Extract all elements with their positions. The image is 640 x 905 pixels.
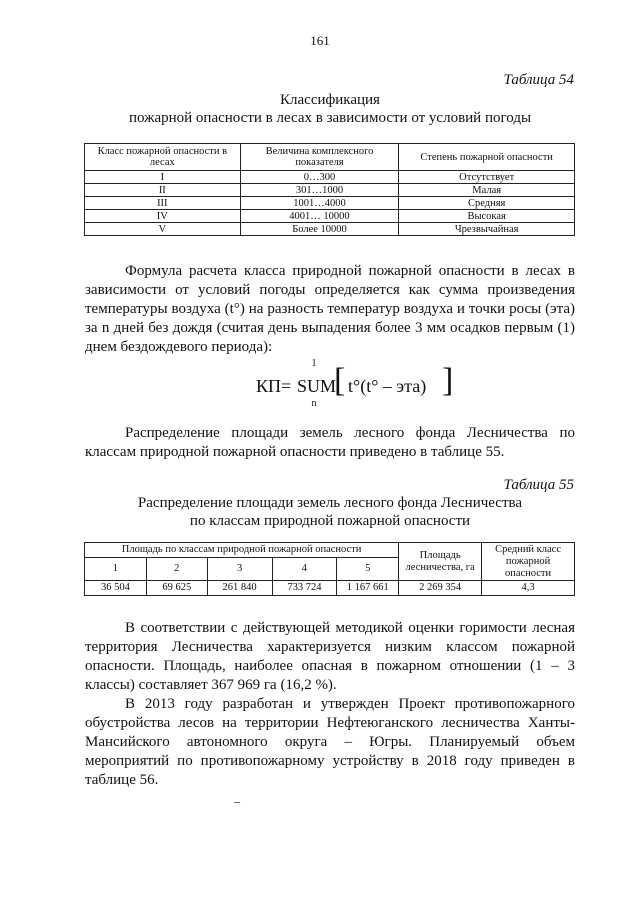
table-cell: 4001… 10000 <box>240 210 399 223</box>
paragraph-project <box>85 695 575 790</box>
paragraph-distribution-ref <box>85 424 575 462</box>
table-55-label: Таблица 55 <box>503 477 574 493</box>
formula-body: t°(t° – эта) <box>348 376 427 396</box>
table-55-class-number: 2 <box>146 558 207 581</box>
table-54-title-line2: пожарной опасности в лесах в зависимости от условий погоды <box>128 110 532 126</box>
table-cell: Чрезвычайная <box>399 223 575 236</box>
table-cell: V <box>85 223 241 236</box>
formula-upper-limit: 1 <box>311 358 317 369</box>
table-54-header-class: Класс пожарной опасности в лесах <box>85 144 241 171</box>
table-55-area-header: Площадь лесничества, га <box>399 543 482 581</box>
paragraph-text: Формула расчета класса природной пожарной опасности в лесах в зависимости от условий погоды определяется как сумма произведения температуры воздуха (t°) на разность температур воздуха и точки росы (эта) за n дней без дождя (считая день выпадения более 3 мм осадков первым (1) днем бездождевого периода): <box>85 263 575 355</box>
formula-sum: SUM <box>297 376 337 396</box>
footer-mark: – <box>234 794 240 808</box>
table-row <box>85 581 575 596</box>
table-cell: I <box>85 171 241 184</box>
table-55-avg-header: Средний класс пожарной опасности <box>482 543 575 581</box>
table-cell: Высокая <box>399 210 575 223</box>
paragraph-assessment <box>85 619 575 695</box>
table-55-title-line2: по классам природной пожарной опасности <box>189 513 471 529</box>
paragraph-text: В 2013 году разработан и утвержден Проект противопожарного обустройства лесов на территории Нефтеюганского лесничества Ханты-Мансийского автономного округа – Югры. Планируемый объем мероприятий по противопожарному устройству в 2018 году приведен в таблице 56. <box>85 696 575 788</box>
table-54-header-value: Величина комплексного показателя <box>240 144 399 171</box>
paragraph-text: Распределение площади земель лесного фонда Лесничества по классам природной пожарной опасности приведено в таблице 55. <box>85 425 575 460</box>
table-cell: 1001…4000 <box>240 197 399 210</box>
formula-open-bracket: [ <box>334 362 346 399</box>
table-cell: II <box>85 184 241 197</box>
table-54-title-line1: Классификация <box>280 92 380 108</box>
table-55 <box>84 542 575 596</box>
table-54-label: Таблица 54 <box>503 72 574 88</box>
table-cell: IV <box>85 210 241 223</box>
paragraph-text: В соответствии с действующей методикой оценки горимости лесная территория Лесничества характеризуется низким классом пожарной опасности. Площадь, наиболее опасная в пожарном отношении (1 – 3 классы) составляет 367 969 га (16,2 %). <box>85 620 575 693</box>
table-cell: 0…300 <box>240 171 399 184</box>
table-55-class-number: 5 <box>337 558 399 581</box>
formula <box>256 358 456 409</box>
table-row <box>85 171 575 184</box>
table-55-title-line1: Распределение площади земель лесного фонда Лесничества <box>137 495 523 511</box>
paragraph-formula-intro <box>85 262 575 357</box>
table-cell: Средняя <box>399 197 575 210</box>
table-cell: Отсутствует <box>399 171 575 184</box>
table-cell: 36 504 <box>85 581 147 596</box>
table-row <box>85 223 575 236</box>
table-cell: 2 269 354 <box>399 581 482 596</box>
table-55-class-number: 1 <box>85 558 147 581</box>
table-cell: 69 625 <box>146 581 207 596</box>
formula-close-bracket: ] <box>442 362 454 399</box>
table-cell: 301…1000 <box>240 184 399 197</box>
table-row <box>85 197 575 210</box>
table-cell: 1 167 661 <box>337 581 399 596</box>
page-number: 161 <box>310 33 330 48</box>
table-cell: Малая <box>399 184 575 197</box>
formula-lhs: КП= <box>256 376 292 396</box>
table-55-group-header: Площадь по классам природной пожарной опасности <box>85 543 399 558</box>
table-54-header-degree: Степень пожарной опасности <box>399 144 575 171</box>
table-cell: III <box>85 197 241 210</box>
table-cell: Более 10000 <box>240 223 399 236</box>
table-55-class-number: 4 <box>272 558 337 581</box>
table-54 <box>84 143 575 236</box>
formula-lower-limit: n <box>311 398 317 409</box>
table-cell: 733 724 <box>272 581 337 596</box>
table-55-class-number: 3 <box>207 558 272 581</box>
table-cell: 4,3 <box>482 581 575 596</box>
table-cell: 261 840 <box>207 581 272 596</box>
table-row <box>85 210 575 223</box>
table-row <box>85 184 575 197</box>
